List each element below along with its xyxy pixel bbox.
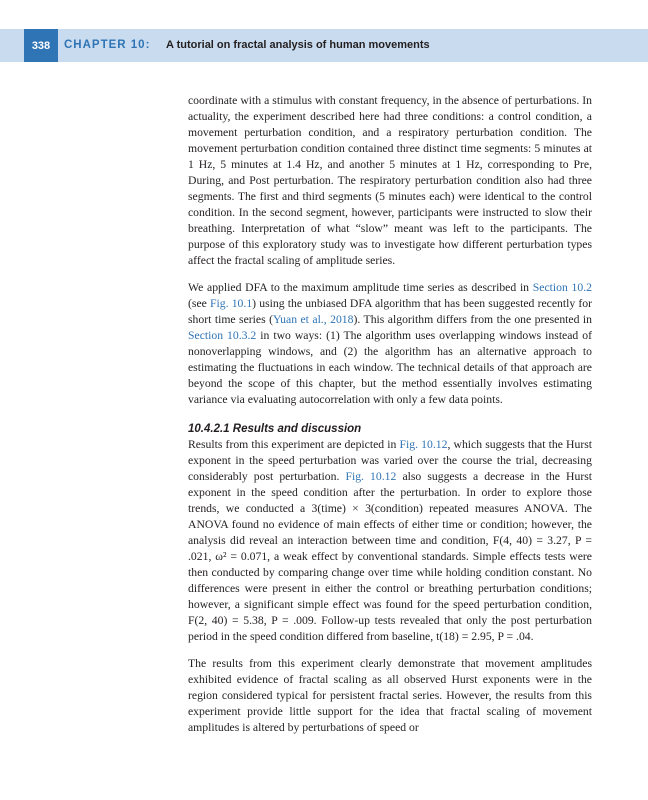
section-link[interactable]: Section 10.2 xyxy=(532,280,593,294)
paragraph-1: coordinate with a stimulus with constant frequency, in the absence of perturbations. In actuality, the experiment described here had three conditions: a control condition, a movement perturbation condition, and a respiratory perturbation condition. The movement perturbation condition contained three distinct time segments: 5 minutes at 1 Hz, 5 minutes at 1.4 Hz, and another 5 minutes at 1 Hz, corresponding to Pre, During, and Post perturbation. The respiratory perturbation condition also had three segments. The first and third segments (5 minutes each) were identical to the control condition. In the second segment, however, participants were instructed to slow their breathing. Interpretation of what “slow” meant was left to the participants. The purpose of this exploratory study was to investigate how different perturbation types affect the fractal scaling of amplitude series. xyxy=(188,94,592,268)
paragraph-2-text: (see xyxy=(188,296,207,310)
figure-link[interactable]: Fig. 10.12 xyxy=(399,437,448,451)
paragraph-4: The results from this experiment clearly demonstrate that movement amplitudes exhibited evidence of fractal scaling as all observed Hurst exponents were in the region considered typical for persistent fractal series. However, the results from this experiment provide little support for the idea that fractal scaling of movement amplitudes is altered by perturbations of speed or xyxy=(188,656,592,734)
paragraph-3 xyxy=(188,437,592,646)
paragraph-2-text: We applied DFA to the maximum amplitude time series as described in xyxy=(188,280,530,294)
running-header xyxy=(0,29,648,62)
figure-link[interactable]: Fig. 10.12 xyxy=(345,469,397,483)
paragraph-2 xyxy=(188,280,592,408)
section-link[interactable]: Section 10.3.2 xyxy=(188,328,257,342)
citation-link[interactable]: Yuan et al., 2018 xyxy=(273,312,354,326)
body-text xyxy=(188,93,592,746)
paragraph-2-text: in two ways: (1) The algorithm uses overlapping windows instead of nonoverlapping windows, and (2) the algorithm has an alternative approach to estimating the fluctuations in each window. The technical details of that approach are beyond the scope of this chapter, but the method essentially involves estimating variance via evaluating autocorrelation with only a few data points. xyxy=(188,328,592,406)
chapter-label: CHAPTER 10: xyxy=(64,39,151,51)
paragraph-2-text: ) using the unbiased DFA algorithm that has been suggested recently for short time series ( xyxy=(188,296,593,326)
paragraph-3-text: , which suggests that the Hurst exponent in the speed perturbation was varied over the course the trial, decreasing considerably post perturbation. xyxy=(188,437,593,483)
page-number: 338 xyxy=(24,29,58,62)
chapter-title: A tutorial on fractal analysis of human movements xyxy=(166,39,430,51)
paragraph-2-text: ). This algorithm differs from the one presented in xyxy=(353,312,592,326)
section-heading: 10.4.2.1 Results and discussion xyxy=(188,422,362,435)
figure-link[interactable]: Fig. 10.1 xyxy=(210,296,253,310)
paragraph-3-text: Results from this experiment are depicted in xyxy=(188,437,397,451)
paragraph-3-text: also suggests a decrease in the Hurst exponent in the speed condition after the perturbation. In order to explore those trends, we conducted a 3(time) × 3(condition) repeated measures ANOVA. The ANOVA found no evidence of main effects of either time or condition; however, the analysis did reveal an interaction between time and condition, F(4, 40) = 3.27, P = .021, ω² = 0.071, a weak effect by conventional standards. Simple effects tests were then conducted by comparing change over time while holding condition constant. No differences were present in either the control or breathing perturbation conditions; however, a significant simple effect was found for the speed perturbation condition, F(2, 40) = 5.38, P = .009. Follow-up tests revealed that only the post perturbation period in the speed condition differed from baseline, t(18) = 2.95, P = .04. xyxy=(188,469,593,644)
